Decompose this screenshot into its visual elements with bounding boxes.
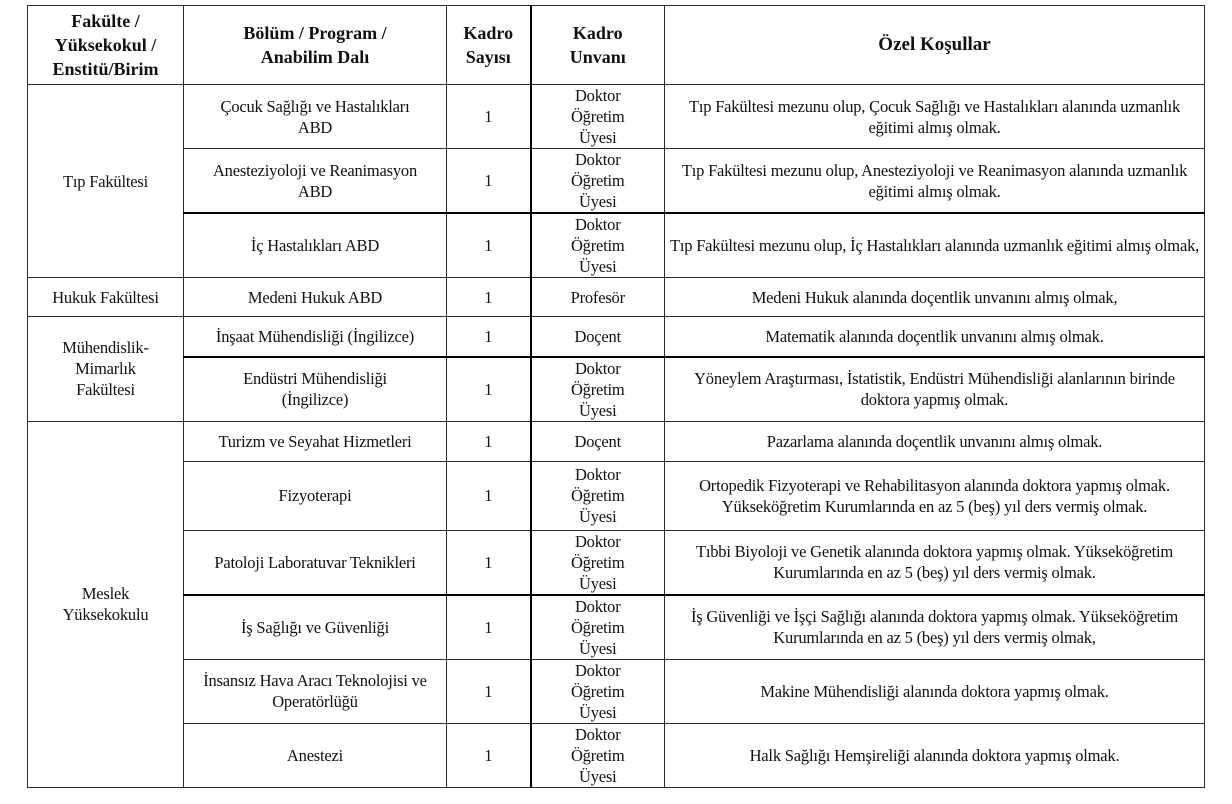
table-row (28, 149, 1205, 214)
kosul-cell: Makine Mühendisliği alanında doktora yapmış olmak. (665, 659, 1205, 723)
unvan-cell: Doktor Öğretim Üyesi (531, 213, 665, 278)
unvan-cell: Doktor Öğretim Üyesi (531, 85, 665, 149)
kosul-cell: Tıp Fakültesi mezunu olup, Çocuk Sağlığı ve Hastalıkları alanında uzmanlık eğitimi almış olmak. (665, 85, 1205, 149)
sayi-cell: 1 (447, 595, 531, 660)
table-row (28, 357, 1205, 422)
table-row (28, 317, 1205, 357)
table-row (28, 659, 1205, 723)
unvan-cell: Profesör (531, 278, 665, 317)
kosul-cell: Yöneylem Araştırması, İstatistik, Endüstri Mühendisliği alanlarının birinde doktora yapmış olmak. (665, 357, 1205, 422)
group-cell-meslek: Meslek Yüksekokulu (28, 421, 184, 787)
header-bolum: Bölüm / Program / Anabilim Dalı (184, 6, 447, 85)
header-row (28, 6, 1205, 85)
sayi-cell: 1 (447, 357, 531, 422)
bolum-cell: İç Hastalıkları ABD (184, 213, 447, 278)
bolum-cell: İnsansız Hava Aracı Teknolojisi ve Operatörlüğü (184, 659, 447, 723)
kosul-cell: Halk Sağlığı Hemşireliği alanında doktora yapmış olmak. (665, 723, 1205, 787)
sayi-cell: 1 (447, 421, 531, 461)
bolum-cell: Anestezi (184, 723, 447, 787)
table-row (28, 421, 1205, 461)
table-row (28, 278, 1205, 317)
unvan-cell: Doçent (531, 317, 665, 357)
unvan-cell: Doktor Öğretim Üyesi (531, 149, 665, 214)
unvan-cell: Doktor Öğretim Üyesi (531, 461, 665, 530)
kosul-cell: Pazarlama alanında doçentlik unvanını almış olmak. (665, 421, 1205, 461)
group-cell-hukuk: Hukuk Fakültesi (28, 278, 184, 317)
unvan-cell: Doktor Öğretim Üyesi (531, 595, 665, 660)
sayi-cell: 1 (447, 659, 531, 723)
unvan-cell: Doktor Öğretim Üyesi (531, 530, 665, 595)
table-row (28, 595, 1205, 660)
unvan-cell: Doçent (531, 421, 665, 461)
unvan-cell: Doktor Öğretim Üyesi (531, 659, 665, 723)
sayi-cell: 1 (447, 85, 531, 149)
unvan-cell: Doktor Öğretim Üyesi (531, 723, 665, 787)
bolum-cell: Medeni Hukuk ABD (184, 278, 447, 317)
sayi-cell: 1 (447, 278, 531, 317)
kosul-cell: Matematik alanında doçentlik unvanını almış olmak. (665, 317, 1205, 357)
bolum-cell: İnşaat Mühendisliği (İngilizce) (184, 317, 447, 357)
group-cell-muhendislik: Mühendislik-Mimarlık Fakültesi (28, 317, 184, 422)
bolum-cell: Anesteziyoloji ve Reanimasyon ABD (184, 149, 447, 214)
bolum-cell: Fizyoterapi (184, 461, 447, 530)
group-cell-tip: Tıp Fakültesi (28, 85, 184, 278)
table-row (28, 85, 1205, 149)
kosul-cell: Ortopedik Fizyoterapi ve Rehabilitasyon alanında doktora yapmış olmak. Yükseköğretim Kurumlarında en az 5 (beş) yıl ders vermiş olmak. (665, 461, 1205, 530)
kosul-cell: Tıbbi Biyoloji ve Genetik alanında doktora yapmış olmak. Yükseköğretim Kurumlarında en az 5 (beş) yıl ders vermiş olmak. (665, 530, 1205, 595)
kosul-cell: Medeni Hukuk alanında doçentlik unvanını almış olmak, (665, 278, 1205, 317)
header-fakulte: Fakülte / Yüksekokul / Enstitü/Birim (28, 6, 184, 85)
unvan-cell: Doktor Öğretim Üyesi (531, 357, 665, 422)
kosul-cell: Tıp Fakültesi mezunu olup, Anesteziyoloji ve Reanimasyon alanında uzmanlık eğitimi almış olmak. (665, 149, 1205, 214)
bolum-cell: Patoloji Laboratuvar Teknikleri (184, 530, 447, 595)
header-ozel-kosullar: Özel Koşullar (665, 6, 1205, 85)
table-row (28, 213, 1205, 278)
bolum-cell: Endüstri Mühendisliği (İngilizce) (184, 357, 447, 422)
header-kadro-unvani: Kadro Unvanı (531, 6, 665, 85)
sayi-cell: 1 (447, 213, 531, 278)
sayi-cell: 1 (447, 149, 531, 214)
table-row (28, 530, 1205, 595)
sayi-cell: 1 (447, 530, 531, 595)
sayi-cell: 1 (447, 317, 531, 357)
sayi-cell: 1 (447, 723, 531, 787)
header-kadro-sayisi: Kadro Sayısı (447, 6, 531, 85)
bolum-cell: İş Sağlığı ve Güvenliği (184, 595, 447, 660)
table-row (28, 723, 1205, 787)
bolum-cell: Turizm ve Seyahat Hizmetleri (184, 421, 447, 461)
bolum-cell: Çocuk Sağlığı ve Hastalıkları ABD (184, 85, 447, 149)
sayi-cell: 1 (447, 461, 531, 530)
kosul-cell: Tıp Fakültesi mezunu olup, İç Hastalıkları alanında uzmanlık eğitimi almış olmak, (665, 213, 1205, 278)
table-row (28, 461, 1205, 530)
kosul-cell: İş Güvenliği ve İşçi Sağlığı alanında doktora yapmış olmak. Yükseköğretim Kurumlarında en az 5 (beş) yıl ders vermiş olmak, (665, 595, 1205, 660)
kadro-table (27, 5, 1205, 788)
